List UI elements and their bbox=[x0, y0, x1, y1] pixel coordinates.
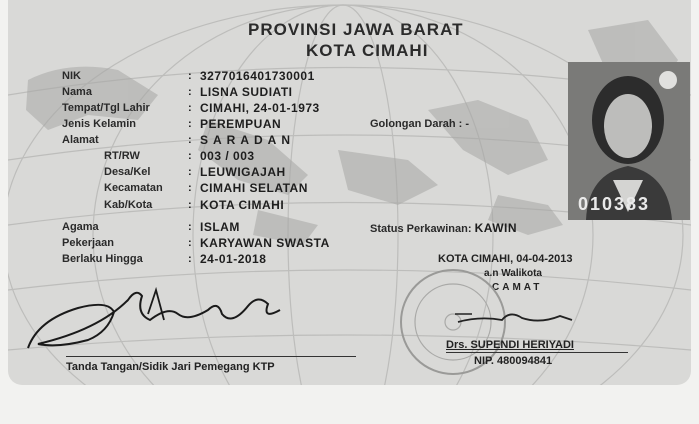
photo-serial-number: 010383 bbox=[578, 194, 651, 214]
holder-photo bbox=[568, 62, 690, 220]
value-status: KAWIN bbox=[474, 221, 518, 235]
value-nik: 3277016401730001 bbox=[200, 69, 315, 83]
official-signature-icon bbox=[450, 300, 590, 336]
value-berlaku: 24-01-2018 bbox=[200, 252, 267, 266]
card-title-city: KOTA CIMAHI bbox=[306, 41, 429, 60]
issuance-place-date: KOTA CIMAHI, 04-04-2013 bbox=[438, 253, 573, 265]
label-desa: Desa/Kel bbox=[104, 166, 151, 178]
label-alamat: Alamat bbox=[62, 134, 99, 146]
label-agama: Agama bbox=[62, 221, 99, 233]
colon: : bbox=[188, 237, 192, 249]
official-nip: NIP. 480094841 bbox=[474, 355, 553, 367]
label-kab-kota: Kab/Kota bbox=[104, 199, 153, 211]
official-name: Drs. SUPENDI HERIYADI bbox=[446, 339, 574, 351]
label-rt-rw: RT/RW bbox=[104, 150, 140, 162]
value-pekerjaan: KARYAWAN SWASTA bbox=[200, 236, 330, 250]
nip-underline bbox=[446, 352, 628, 353]
issuance-role: CAMAT bbox=[492, 282, 543, 293]
value-rt-rw: 003 / 003 bbox=[200, 149, 255, 163]
id-card bbox=[8, 0, 691, 385]
colon: : bbox=[188, 134, 192, 146]
label-jenis-kelamin: Jenis Kelamin bbox=[62, 118, 136, 130]
value-nama: LISNA SUDIATI bbox=[200, 85, 293, 99]
colon: : bbox=[188, 221, 192, 233]
colon: : bbox=[188, 86, 192, 98]
card-title-province: PROVINSI JAWA BARAT bbox=[248, 20, 464, 39]
colon: : bbox=[188, 253, 192, 265]
value-kecamatan: CIMAHI SELATAN bbox=[200, 181, 308, 195]
label-status: Status Perkawinan: KAWIN bbox=[370, 221, 518, 235]
label-nama: Nama bbox=[62, 86, 92, 98]
colon: : bbox=[188, 199, 192, 211]
issuance-on-behalf: a.n Walikota bbox=[484, 268, 542, 279]
value-golongan-darah: - bbox=[465, 118, 470, 130]
holder-signature-icon bbox=[18, 270, 308, 360]
label-pekerjaan: Pekerjaan bbox=[62, 237, 114, 249]
value-kab-kota: KOTA CIMAHI bbox=[200, 198, 285, 212]
signature-underline bbox=[66, 356, 356, 357]
value-desa: LEUWIGAJAH bbox=[200, 165, 286, 179]
label-berlaku: Berlaku Hingga bbox=[62, 253, 143, 265]
label-nik: NIK bbox=[62, 70, 81, 82]
label-kecamatan: Kecamatan bbox=[104, 182, 163, 194]
colon: : bbox=[188, 150, 192, 162]
colon: : bbox=[188, 118, 192, 130]
value-ttl: CIMAHI, 24-01-1973 bbox=[200, 101, 320, 115]
colon: : bbox=[188, 70, 192, 82]
colon: : bbox=[188, 166, 192, 178]
label-ttl: Tempat/Tgl Lahir bbox=[62, 102, 150, 114]
label-golongan-darah: Golongan Darah : - bbox=[370, 118, 470, 130]
signature-caption: Tanda Tangan/Sidik Jari Pemegang KTP bbox=[66, 361, 275, 373]
value-agama: ISLAM bbox=[200, 220, 240, 234]
colon: : bbox=[188, 182, 192, 194]
value-jenis-kelamin: PEREMPUAN bbox=[200, 117, 282, 131]
value-alamat: SARADAN bbox=[200, 133, 295, 147]
colon: : bbox=[188, 102, 192, 114]
